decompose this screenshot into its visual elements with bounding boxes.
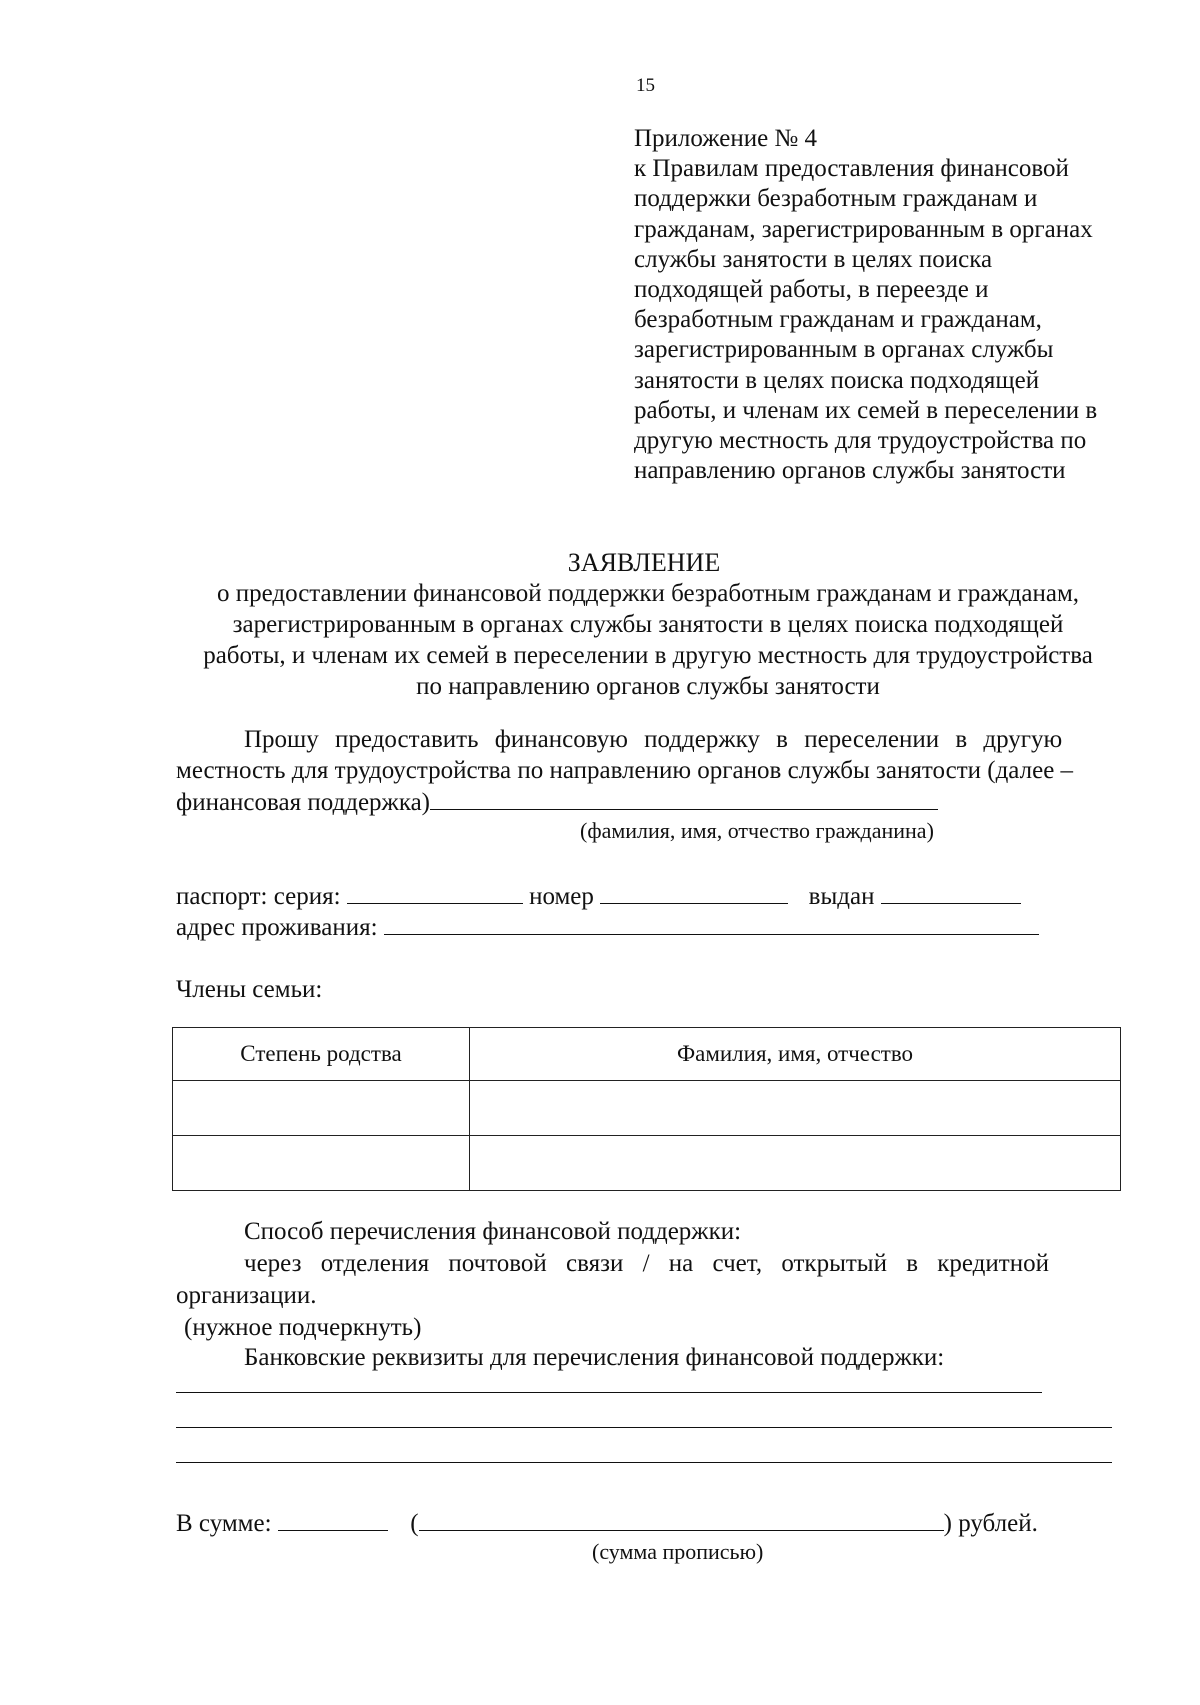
document-title: ЗАЯВЛЕНИЕ	[567, 548, 721, 577]
appendix-line: работы, и членам их семей в переселении в	[634, 396, 1098, 424]
passport-series-label: паспорт: серия:	[176, 883, 341, 910]
relation-cell[interactable]	[173, 1081, 470, 1136]
address-label: адрес проживания:	[176, 914, 378, 941]
passport-issued-field[interactable]	[881, 881, 1021, 904]
amount-caption: (сумма прописью)	[592, 1539, 764, 1564]
amount-words-field[interactable]	[419, 1508, 944, 1531]
column-header-relation: Степень родства	[173, 1028, 470, 1081]
document-subtitle	[0, 578, 1200, 702]
appendix-line: подходящей работы, в переезде и	[634, 276, 989, 304]
bank-details-line-2[interactable]	[176, 1427, 1112, 1428]
bank-details-line-1[interactable]	[176, 1392, 1042, 1393]
appendix-line: Приложение № 4	[634, 125, 818, 152]
table-row	[173, 1136, 1121, 1191]
amount-label: В сумме:	[176, 1510, 272, 1537]
appendix-line: безработным гражданам и гражданам,	[634, 306, 1042, 334]
family-label: Члены семьи:	[176, 976, 323, 1003]
passport-number-label: номер	[529, 883, 594, 910]
request-line-3	[176, 787, 938, 818]
subtitle-line: по направлению органов службы занятости	[416, 673, 880, 700]
appendix-line: другую местность для трудоустройства по	[634, 427, 1087, 455]
family-members-table	[172, 1027, 1121, 1191]
bank-details-line-3[interactable]	[176, 1462, 1112, 1463]
appendix-line: занятости в целях поиска подходящей	[634, 366, 1040, 394]
payment-method-text-1: через отделения почтовой связи / на счет, открытый в кредитной	[244, 1250, 1049, 1277]
payment-method-line-2: организации.	[176, 1282, 317, 1309]
payment-method-label: Способ перечисления финансовой поддержки:	[244, 1218, 742, 1245]
fio-cell[interactable]	[470, 1081, 1121, 1136]
subtitle-line: о предоставлении финансовой поддержки безработным гражданам и гражданам,	[216, 580, 1080, 607]
request-line-1-words	[244, 725, 1120, 755]
request-line-1	[244, 725, 1120, 755]
appendix-line: зарегистрированным в органах службы	[634, 336, 1054, 364]
address-field[interactable]	[384, 912, 1039, 935]
fio-input-line[interactable]	[430, 787, 938, 810]
table-row	[173, 1081, 1121, 1136]
appendix-line: направлению органов службы занятости	[634, 457, 1066, 485]
page-number: 15	[636, 75, 655, 96]
appendix-line: гражданам, зарегистрированным в органах	[634, 215, 1093, 243]
fio-caption: (фамилия, имя, отчество гражданина)	[580, 818, 934, 843]
table-header-row	[173, 1028, 1121, 1081]
address-row	[176, 912, 1039, 943]
appendix-block	[634, 124, 1194, 486]
request-line-2: местность для трудоустройства по направлению органов службы занятости (далее –	[176, 757, 1074, 784]
column-header-fio: Фамилия, имя, отчество	[470, 1028, 1121, 1081]
subtitle-line: зарегистрированным в органах службы занятости в целях поиска подходящей	[232, 611, 1064, 638]
fio-cell[interactable]	[470, 1136, 1121, 1191]
passport-row	[176, 881, 1021, 912]
bank-details-label: Банковские реквизиты для перечисления финансовой поддержки:	[244, 1344, 945, 1371]
subtitle-line: работы, и членам их семей в переселении в другую местность для трудоустройства	[203, 642, 1093, 669]
amount-row	[176, 1508, 1038, 1539]
amount-number-field[interactable]	[278, 1508, 388, 1531]
appendix-line: поддержки безработным гражданам и	[634, 185, 1038, 213]
underline-note: (нужное подчеркнуть)	[184, 1314, 422, 1341]
appendix-line: к Правилам предоставления финансовой	[634, 155, 1069, 183]
amount-open-paren: (	[410, 1510, 419, 1537]
appendix-line: службы занятости в целях поиска	[634, 245, 993, 273]
passport-issued-label: выдан	[808, 883, 875, 910]
amount-close-text: ) рублей.	[943, 1510, 1038, 1537]
request-text-1: Прошу предоставить финансовую поддержку в переселении в другую	[244, 726, 1063, 753]
payment-method-line-1	[244, 1249, 1120, 1279]
passport-series-field[interactable]	[347, 881, 523, 904]
passport-number-field[interactable]	[600, 881, 788, 904]
request-text-3: финансовая поддержка)	[176, 789, 431, 816]
relation-cell[interactable]	[173, 1136, 470, 1191]
